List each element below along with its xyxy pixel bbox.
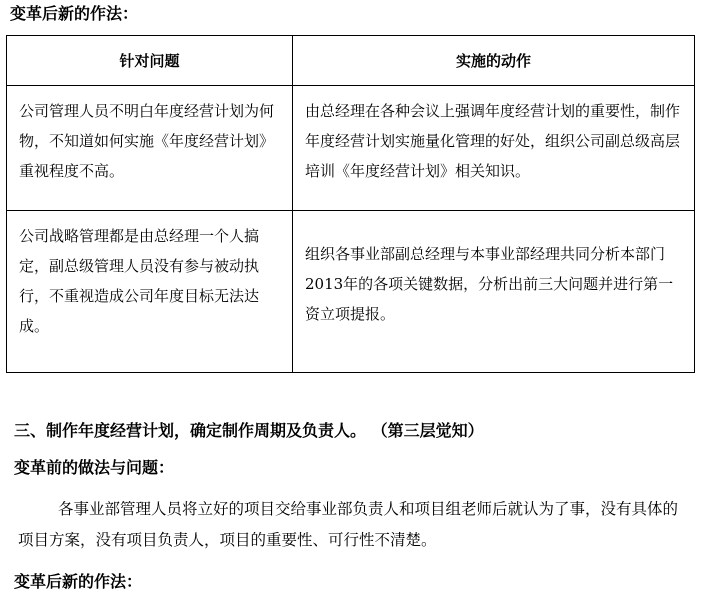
problem-text: 公司管理人员不明白年度经营计划为何物，不知道如何实施《年度经营计划》重视程度不高。 (19, 102, 275, 180)
table-row (7, 211, 695, 373)
action-text: 由总经理在各种会议上强调年度经营计划的重要性，制作年度经营计划实施量化管理的好处，组织公司副总级高层培训《年度经营计划》相关知识。 (305, 102, 681, 180)
before-reform-paragraph: 各事业部管理人员将立好的项目交给事业部负责人和项目组老师后就认为了事，没有具体的项目方案，没有项目负责人，项目的重要性、可行性不清楚。 (18, 500, 679, 549)
column-header-action: 实施的动作 (293, 36, 695, 86)
section-heading-after-reform-2: 变革后新的作法： (14, 572, 143, 591)
table-row (7, 86, 695, 211)
problem-cell (7, 211, 293, 373)
problem-text: 公司战略管理都是由总经理一个人搞定，副总级管理人员没有参与被动执行，不重视造成公司年度目标无法达成。 (19, 227, 260, 335)
reform-actions-table (6, 35, 695, 373)
problem-cell (7, 86, 293, 211)
table-header-row (7, 36, 695, 86)
action-text: 组织各事业部副总经理与本事业部经理共同分析本部门2013年的各项关键数据，分析出前三大问题并进行第一资立项提报。 (305, 245, 674, 323)
section-heading-before-reform: 变革前的做法与问题： (14, 458, 175, 477)
section-three-title: 三、制作年度经营计划，确定制作周期及负责人。 （第三层觉知） (14, 421, 484, 440)
section-heading-after-reform: 变革后新的作法： (10, 4, 139, 23)
column-header-problem: 针对问题 (7, 36, 293, 86)
action-cell (293, 86, 695, 211)
action-cell (293, 211, 695, 373)
